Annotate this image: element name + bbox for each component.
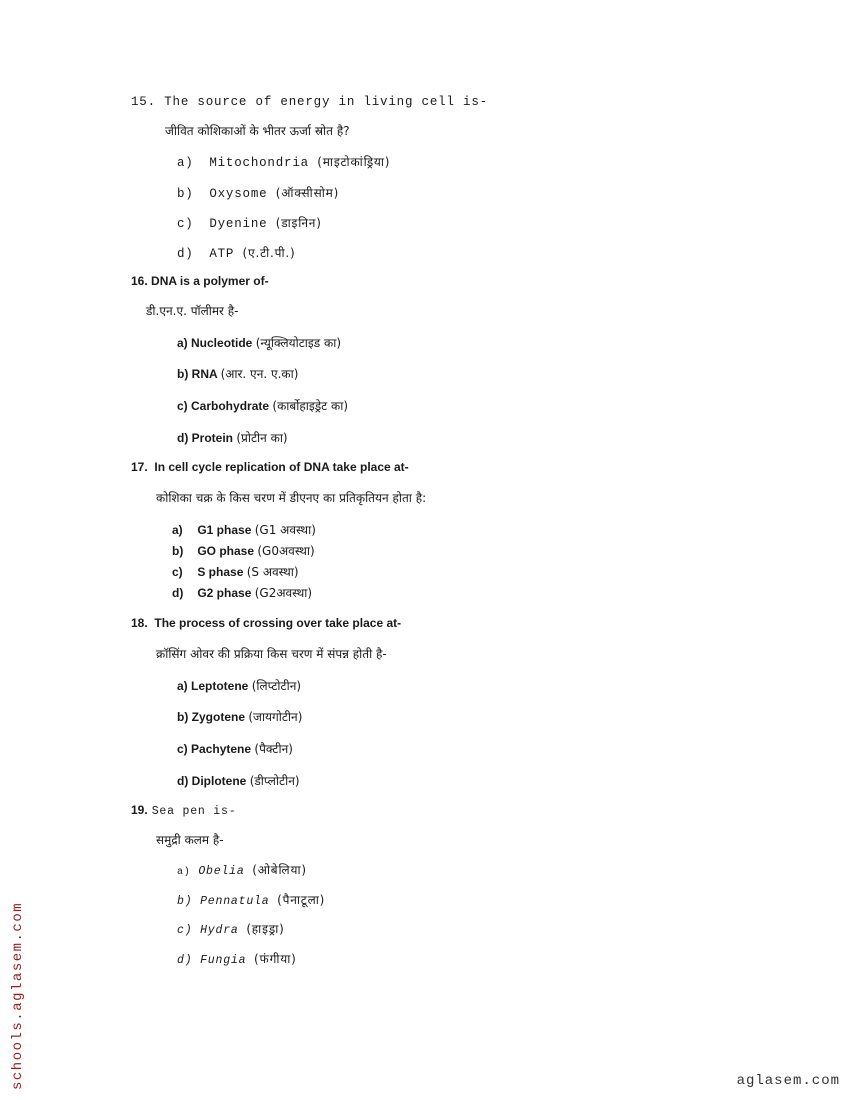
q17-option-a: a) G1 phase (G1 अवस्था) <box>172 523 316 537</box>
question-number: 15. <box>131 95 156 109</box>
question-text: Sea pen is- <box>151 805 237 818</box>
q16-option-b: b) RNA (आर. एन. ए.का) <box>177 367 299 381</box>
q18-option-a: a) Leptotene (लिप्टोटीन) <box>177 679 302 693</box>
q17-option-b: b) GO phase (G0अवस्था) <box>172 544 315 558</box>
q19-option-d: d) Fungia (फंगीया) <box>177 952 297 967</box>
question-17-title <box>131 459 409 475</box>
footer-watermark: aglasem.com <box>736 1073 840 1089</box>
question-text: In cell cycle replication of DNA take place at- <box>154 460 409 474</box>
side-watermark: schools.aglasem.com <box>10 901 26 1090</box>
question-17-hindi: कोशिका चक्र के किस चरण में डीएनए का प्रतिकृतियन होता है: <box>156 491 427 505</box>
question-text: The process of crossing over take place at- <box>154 616 402 630</box>
q15-option-c: c) Dyenine (डाइनिन) <box>177 216 322 231</box>
question-15-title <box>131 94 488 110</box>
q19-option-a: a) Obelia (ओबेलिया) <box>177 863 307 878</box>
question-18-hindi: क्रॉसिंग ओवर की प्रक्रिया किस चरण में संपन्न होती है- <box>156 647 387 661</box>
question-18-title <box>131 615 401 631</box>
q16-option-a: a) Nucleotide (न्यूक्लियोटाइड का) <box>177 336 342 350</box>
q18-option-d: d) Diplotene (डीप्लोटीन) <box>177 774 300 788</box>
question-19-hindi: समुद्री कलम है- <box>156 833 224 847</box>
question-15-hindi: जीवित कोशिकाओं के भीतर ऊर्जा स्रोत है? <box>165 124 350 138</box>
q18-option-c: c) Pachytene (पैक्टीन) <box>177 742 293 756</box>
question-number: 17. <box>131 460 148 474</box>
question-19-title <box>131 802 236 820</box>
q15-option-d: d) ATP (ए.टी.पी.) <box>177 246 296 261</box>
question-text: The source of energy in living cell is- <box>164 95 488 109</box>
question-number: 16. <box>131 274 148 288</box>
question-16-hindi: डी.एन.ए. पॉलीमर है- <box>146 304 239 318</box>
q18-option-b: b) Zygotene (जायगोटीन) <box>177 710 303 724</box>
question-number: 18. <box>131 616 148 630</box>
q17-option-c: c) S phase (S अवस्था) <box>172 565 299 579</box>
question-16-title <box>131 273 269 289</box>
q16-option-d: d) Protein (प्रोटीन का) <box>177 431 288 445</box>
question-text: DNA is a polymer of- <box>151 274 269 288</box>
q16-option-c: c) Carbohydrate (कार्बोहाइड्रेट का) <box>177 399 349 413</box>
q17-option-d: d) G2 phase (G2अवस्था) <box>172 586 313 600</box>
q15-option-b: b) Oxysome (ऑक्सीसोम) <box>177 186 340 201</box>
q19-option-c: c) Hydra (हाइड्रा) <box>177 922 285 937</box>
q15-option-a: a) Mitochondria (माइटोकांड्रिया) <box>177 155 391 170</box>
q19-option-b: b) Pennatula (पैनाटूला) <box>177 893 326 908</box>
question-number: 19. <box>131 803 148 817</box>
